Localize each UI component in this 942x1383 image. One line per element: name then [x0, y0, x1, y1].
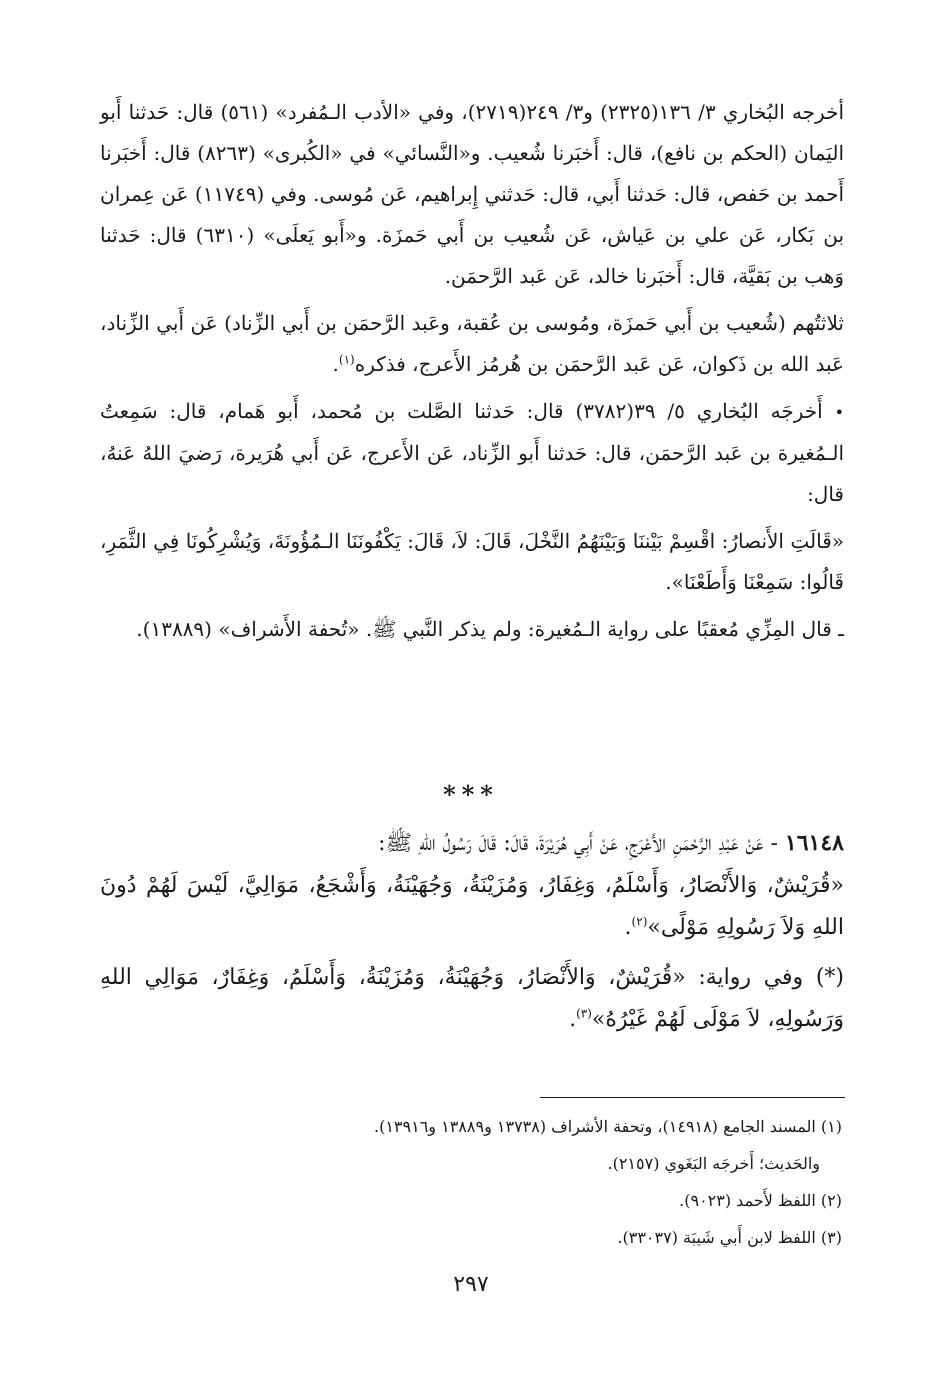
takhrij-paragraph-2-text: ثلاثتُهم (شُعيب بن أَبي حَمزَة، ومُوسى بن عُقبة، وعَبد الرَّحمَن بن أَبي الزِّناد) عَن أَبي الزِّناد، عَبد الله بن ذَكوان، عَن عَبد الرَّحمَن بن هُرمُز الأَعرج، فذكره	[100, 311, 844, 376]
hadith-riwaya-text: (*) وفي رواية: «قُرَيْشٌ، وَالأَنْصَارُ، وَجُهَيْنَةُ، وَمُزَيْنَةُ، وَأَسْلَمُ، وَغِفَارٌ، مَوَالِي اللهِ وَرَسُولِهِ، لاَ مَوْلَى لَهُمْ غَيْرُهُ»	[100, 965, 844, 1032]
hadith-section	[100, 822, 844, 1041]
footnote-3: (٣) اللفظ لابن أَبي شَيبَة (٣٣٠٣٧).	[617, 1228, 842, 1247]
takhrij-section	[100, 92, 844, 650]
footnote-ref-1: (١)	[338, 352, 355, 367]
footnote-1-continuation: والحَديث؛ أَخرجَه البَغَوي (٢١٥٧).	[607, 1154, 820, 1173]
takhrij-paragraph-3	[100, 391, 844, 515]
takhrij-paragraph-4: «قَالَتِ الأَنصارُ: اقْسِمْ بَيْننَا وَبَيْنَهُمُ النَّخْلَ، قَالَ: لاَ، قَالَ: يَكْفُونَنَا الـمُؤُونَةَ، وَيُشْرِكُونَا فِي الثَّمَرِ، قَالُوا: سَمِعْنَا وَأَطَعْنَا».	[100, 529, 844, 594]
takhrij-paragraph-2-end: .	[332, 352, 339, 376]
footnote-ref-2: (٢)	[631, 914, 648, 929]
hadith-matn-end: .	[624, 915, 632, 940]
footnotes-section	[120, 1108, 842, 1256]
hadith-matn-text: «قُرَيْشٌ، وَالأَنْصَارُ، وَأَسْلَمُ، وَغِفَارُ، وَمُزَيْنَةُ، وَجُهَيْنَةُ، وَأَشْجَعُ، مَوَالِيَّ، لَيْسَ لَهُمْ دُونَ اللهِ وَلاَ رَسُولِهِ مَوْلًى»	[100, 873, 844, 940]
footnote-divider	[540, 1097, 845, 1098]
hadith-riwaya	[100, 957, 844, 1041]
footnote-ref-3: (٣)	[576, 1006, 592, 1021]
footnote-1: (١) المسند الجامع (١٤٩١٨)، وتحفة الأشراف (١٣٧٣٨ و١٣٨٨٩ و١٣٩١٦).	[373, 1117, 842, 1136]
takhrij-paragraph-2	[100, 303, 844, 385]
bullet-icon: •	[834, 403, 844, 422]
hadith-isnad-text: عَنْ عَبْدِ الرَّحْمَنِ الأَعْرَجِ، عَنْ أَبِي هُرَيْرَةَ، قَالَ: قَالَ رَسُولُ اللهِ ﷺ:	[378, 831, 764, 856]
takhrij-paragraph-5: ـ قال المِزِّي مُعقبًا على رواية الـمُغيرة: ولم يذكر النَّبي ﷺ. «تُحفة الأَشراف» (١٣٨٨٩).	[136, 617, 844, 641]
takhrij-paragraph-1: أخرجه البُخاري ٣/ ١٣٦(٢٣٢٥) و٣/ ٢٤٩(٢٧١٩)، وفي «الأدب الـمُفرد» (٥٦١) قال: حَدثنا أَبو اليَمان (الحكم بن نافع)، قال: أَخبَرنا شُعيب. و«النَّسائي» في «الكُبرى» (٨٢٦٣) قال: أَخبَرنا أَحمد بن حَفص، قال: حَدثنا أَبي، قال: حَدثني إِبراهيم، عَن مُوسى. وفي (١١٧٤٩) عَن عِمران بن بَكار، عَن علي بن عَياش، عَن شُعيب بن أَبي حَمزَة. و«أَبو يَعلَى» (٦٣١٠) قال: حَدثنا وَهب بن بَقيَّة، قال: أَخبَرنا خالد، عَن عَبد الرَّحمَن.	[100, 100, 845, 288]
page-number: ٢٩٧	[453, 1272, 489, 1297]
hadith-isnad	[100, 822, 844, 865]
hadith-dash: -	[763, 831, 785, 856]
hadith-riwaya-end: .	[569, 1007, 577, 1032]
section-separator: ***	[443, 780, 499, 809]
takhrij-paragraph-3-text: أَخرجَه البُخاري ٥/ ٣٩(٣٧٨٢) قال: حَدثنا الصَّلت بن مُحمد، أَبو هَمام، قال: سَمِعتُ الـمُغيرة بن عَبد الرَّحمَن، قال: حَدثنا أَبو الزِّناد، عَن الأَعرج، عَن أَبي هُرَيرة، رَضيَ اللهُ عَنهُ، قال:	[100, 399, 844, 506]
footnote-2: (٢) اللفظ لأَحمد (٩٠٢٣).	[679, 1191, 842, 1210]
hadith-matn	[100, 865, 844, 949]
hadith-number: ١٦١٤٨	[784, 830, 844, 856]
